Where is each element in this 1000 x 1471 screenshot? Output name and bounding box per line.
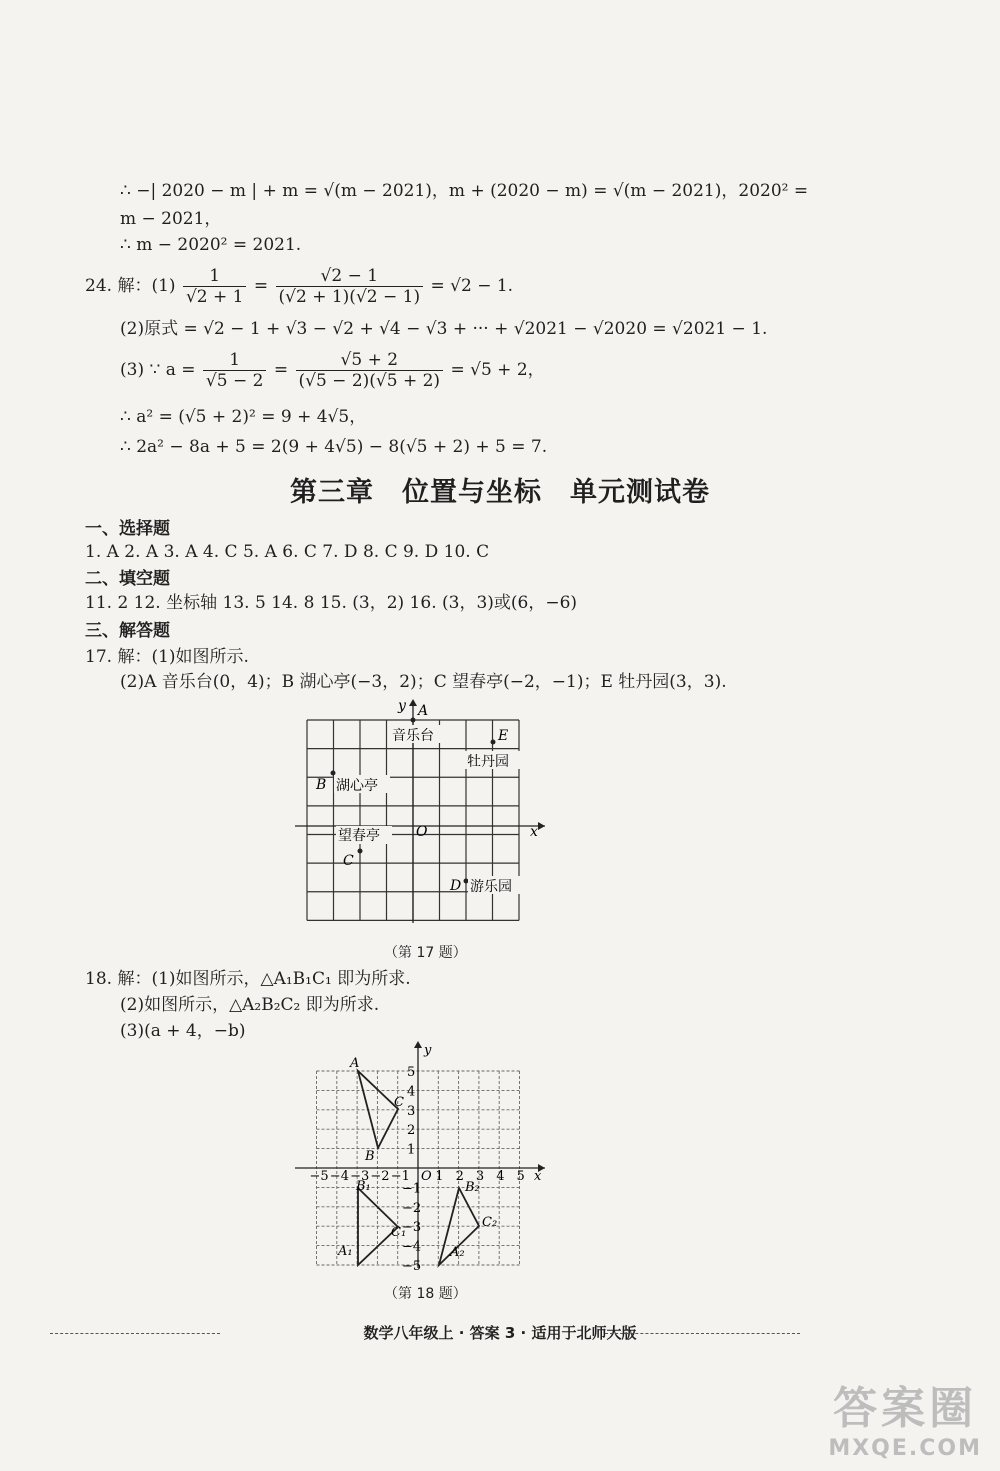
figure-18-caption: （第 18 题） [384,1286,467,1302]
footer-text: 数学八年级上 · 答案 3 · 适用于北师大版 [363,1324,637,1342]
y-tick-label: −1 [402,1181,422,1197]
point-c-label: C [343,853,354,869]
section-solve: 三、解答题 [85,621,170,641]
axis-y-label: y [398,698,406,714]
frac-den: (√2 + 1)(√2 − 1) [278,287,421,307]
q18-line2: (2)如图所示，△A₂B₂C₂ 即为所求. [120,995,380,1015]
label-b: B [365,1149,375,1164]
figure-17-caption: （第 17 题） [384,945,467,961]
equals: = [273,360,289,380]
x-tick-label: −2 [370,1169,390,1184]
label-b1: B₁ [356,1179,371,1194]
frac-den: √2 + 1 [185,287,244,307]
point-a-label: A [418,703,429,719]
frac-den: (√5 − 2)(√5 + 2) [298,371,441,391]
q24-3-prefix: (3) ∵ a = [120,360,196,380]
fraction-2 [276,266,424,307]
point-a [411,718,416,723]
spring-pavilion-label: 望春亭 [338,828,380,844]
point-b [331,771,336,776]
choice-answers: 1. A 2. A 3. A 4. C 5. A 6. C 7. D 8. C 9. D 10. C [85,542,490,562]
fraction-3 [203,350,267,391]
q24-part3 [120,350,545,391]
q17-line2: (2)A 音乐台(0，4)；B 湖心亭(−3，2)；C 望春亭(−2，−1)；E 牡丹园(3，3). [120,672,727,692]
y-tick-label: 3 [407,1103,416,1119]
q17-line1: 17. 解：(1)如图所示. [85,647,249,667]
q24-part2: (2)原式 = √2 − 1 + √3 − √2 + √4 − √3 + ··· + √2021 − √2020 = √2021 − 1. [120,319,768,339]
label-a1: A₁ [338,1244,353,1259]
frac-den: √5 − 2 [205,371,264,391]
y-tick-label: −4 [402,1239,422,1255]
label-c: C [394,1095,404,1110]
x-tick-label: −5 [309,1169,329,1184]
label-c2: C₂ [482,1215,498,1230]
y-tick-label: 1 [407,1142,416,1158]
origin-label: O [416,824,428,840]
x-tick-label: −3 [350,1169,370,1184]
y-tick-label: 2 [407,1123,416,1139]
point-d-label: D [450,878,462,894]
q24-part3-b: ∴ a² = (√5 + 2)² = 9 + 4√5， [120,407,367,427]
x-tick-label: 1 [435,1169,444,1184]
x-tick-label: 5 [516,1169,525,1184]
axis-y-label: y [424,1043,432,1058]
section-choice: 一、选择题 [85,519,170,539]
lake-pavilion-label: 湖心亭 [336,778,378,794]
footer-rule-right [605,1333,800,1334]
fraction-4 [296,350,444,391]
frac-num: √2 − 1 [276,266,424,287]
watermark-top: 答案圈 [833,1383,978,1434]
x-tick-label: 3 [475,1169,485,1184]
x-tick-label: −4 [329,1169,349,1184]
y-tick-label: 4 [407,1084,416,1100]
point-c [358,849,363,854]
line-1: ∴ −| 2020 − m | + m = √(m − 2021)，m + (2020 − m) = √(m − 2021)，2020² = [120,181,809,201]
point-e-label: E [498,728,509,744]
amusement-park-label: 游乐园 [470,879,512,895]
origin-label: O [421,1169,432,1184]
point-e [491,740,496,745]
equals: = [253,276,269,296]
music-stage-label: 音乐台 [392,728,434,744]
y-tick-label: −3 [402,1220,422,1236]
q18-line1: 18. 解：(1)如图所示，△A₁B₁C₁ 即为所求. [85,969,411,989]
x-tick-label: 2 [455,1169,464,1184]
y-tick-label: −5 [402,1259,422,1272]
label-a2: A₂ [450,1245,465,1260]
peony-garden-label: 牡丹园 [467,754,509,770]
frac-num: 1 [183,266,247,287]
fraction-1 [183,266,247,307]
fill-answers: 11. 2 12. 坐标轴 13. 5 14. 8 15. (3，2) 16. (3，3)或(6，−6) [85,593,578,613]
x-tick-label: 4 [496,1169,505,1184]
point-d [464,879,469,884]
point-b-label: B [316,777,327,793]
frac-num: √5 + 2 [296,350,444,371]
watermark-bottom: MXQE.COM [828,1436,982,1461]
line-3: ∴ m − 2020² = 2021. [120,235,302,255]
label-b2: B₂ [465,1180,480,1195]
q24-part3-c: ∴ 2a² − 8a + 5 = 2(9 + 4√5) − 8(√5 + 2) + 5 = 7. [120,437,548,457]
y-tick-label: 5 [407,1065,416,1080]
q18-line3: (3)(a + 4，−b) [120,1021,246,1041]
q24-1-tail: = √2 − 1. [430,276,514,296]
y-tick-label: −2 [402,1200,422,1216]
section-fill: 二、填空题 [85,569,170,589]
axis-x-label: x [530,824,538,840]
label-c1: C₁ [391,1225,407,1240]
figure-17-grid [290,695,555,930]
line-2: m − 2021， [120,209,222,229]
figure-18-grid [290,1040,555,1272]
x-tick-label: −1 [390,1169,410,1184]
axis-x-label: x [534,1169,542,1184]
chapter-title: 第三章 位置与坐标 单元测试卷 [290,477,710,508]
watermark [828,1372,982,1461]
q24-3-tail: = √5 + 2， [450,360,545,380]
label-a: A [350,1056,360,1071]
q24-prefix: 24. 解：(1) [85,276,176,296]
frac-num: 1 [203,350,267,371]
q24-part1 [85,266,513,307]
